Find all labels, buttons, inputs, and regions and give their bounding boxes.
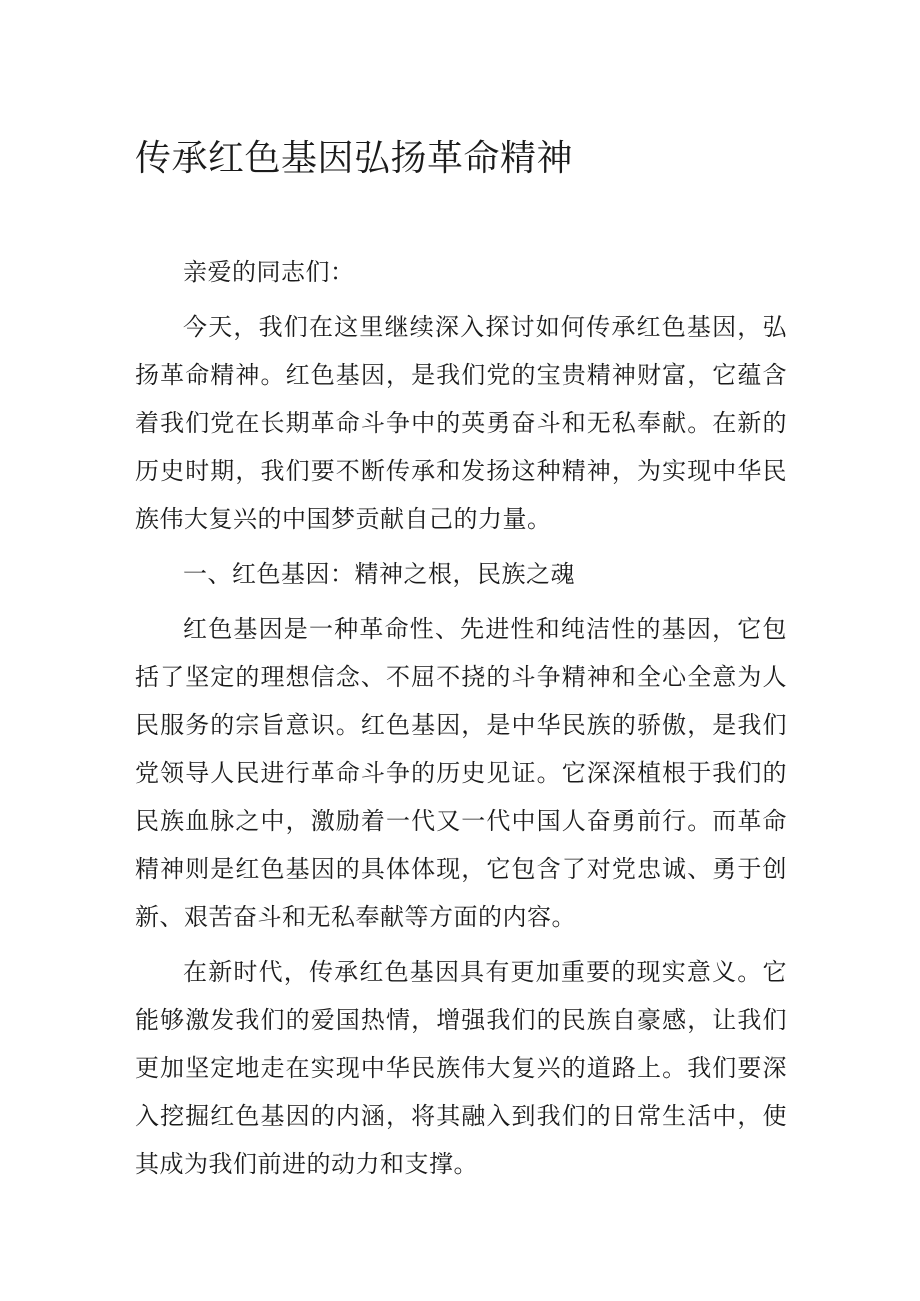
- paragraph-red-gene: 红色基因是一种革命性、先进性和纯洁性的基因，它包括了坚定的理想信念、不屈不挠的斗争精神和全心全意为人民服务的宗旨意识。红色基因，是中华民族的骄傲，是我们党领导人民进行革命斗争的历史见证。它深深植根于我们的民族血脉之中，激励着一代又一代中国人奋勇前行。而革命精神则是红色基因的具体体现，它包含了对党忠诚、勇于创新、艰苦奋斗和无私奉献等方面的内容。: [135, 615, 787, 931]
- paragraph-new-era: 在新时代，传承红色基因具有更加重要的现实意义。它能够激发我们的爱国热情，增强我们的民族自豪感，让我们更加坚定地走在实现中华民族伟大复兴的道路上。我们要深入挖掘红色基因的内涵，将其融入到我们的日常生活中，使其成为我们前进的动力和支撑。: [135, 958, 787, 1178]
- section-heading-1: 一、红色基因：精神之根，民族之魂: [183, 560, 575, 588]
- paragraph-intro: 今天，我们在这里继续深入探讨如何传承红色基因，弘扬革命精神。红色基因，是我们党的宝贵精神财富，它蕴含着我们党在长期革命斗争中的英勇奋斗和无私奉献。在新的历史时期，我们要不断传承和发扬这种精神，为实现中华民族伟大复兴的中国梦贡献自己的力量。: [135, 313, 787, 533]
- document-body: [135, 248, 787, 1195]
- salutation: 亲爱的同志们：: [183, 258, 355, 286]
- document-title: 传承红色基因弘扬革命精神: [135, 138, 574, 179]
